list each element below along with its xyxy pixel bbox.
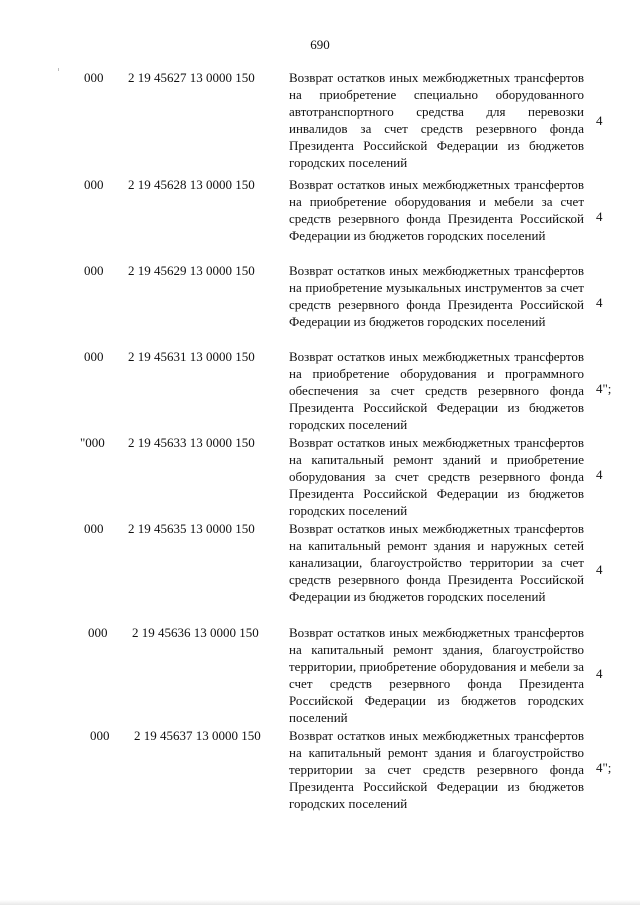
row-number: 4 [596,467,603,482]
row-number: 4 [596,209,603,224]
row-kbk: 2 19 45629 13 0000 150 [128,263,255,278]
row-code: "000 [80,435,105,450]
row-kbk: 2 19 45635 13 0000 150 [128,521,255,536]
row-number: 4"; [596,760,612,775]
row-code: 000 [84,349,104,364]
scan-speck [58,68,59,71]
row-kbk: 2 19 45636 13 0000 150 [132,625,259,640]
row-number: 4 [596,666,603,681]
row-code: 000 [84,263,104,278]
scan-edge [0,900,640,905]
row-code: 000 [90,728,110,743]
row-number: 4"; [596,381,612,396]
row-description: Возврат остатков иных межбюджетных трансфертов на капитальный ремонт здания и наружных сетей канализации, благоустройство территории за счет средств резервного фонда Президента Российской Федерации из бюджетов городских поселений [289,521,584,604]
row-description: Возврат остатков иных межбюджетных трансфертов на приобретение оборудования и мебели за счет средств резервного фонда Президента Российской Федерации из бюджетов городских поселений [289,177,584,243]
row-description: Возврат остатков иных межбюджетных трансфертов на приобретение музыкальных инструментов за счет средств резервного фонда Президента Российской Федерации из бюджетов городских поселений [289,263,584,329]
row-description: Возврат остатков иных межбюджетных трансфертов на капитальный ремонт здания и благоустройство территории за счет средств резервного фонда Президента Российской Федерации из бюджетов городских поселений [289,728,584,811]
row-code: 000 [84,521,104,536]
row-kbk: 2 19 45633 13 0000 150 [128,435,255,450]
row-description: Возврат остатков иных межбюджетных трансфертов на приобретение специально оборудованного автотранспортного средства для перевозки инвалидов за счет средств резервного фонда Президента Российской Федерации из бюджетов городских поселений [289,70,584,170]
row-description: Возврат остатков иных межбюджетных трансфертов на приобретение оборудования и программного обеспечения за счет средств резервного фонда Президента Российской Федерации из бюджетов городских поселений [289,349,584,432]
row-kbk: 2 19 45631 13 0000 150 [128,349,255,364]
row-code: 000 [84,70,104,85]
row-code: 000 [88,625,108,640]
row-kbk: 2 19 45637 13 0000 150 [134,728,261,743]
row-description: Возврат остатков иных межбюджетных трансфертов на капитальный ремонт зданий и приобретение оборудования за счет средств резервного фонда Президента Российской Федерации из бюджетов городских поселений [289,435,584,518]
row-number: 4 [596,562,603,577]
page-number: 690 [310,37,330,52]
row-kbk: 2 19 45627 13 0000 150 [128,70,255,85]
row-number: 4 [596,113,603,128]
row-number: 4 [596,295,603,310]
row-code: 000 [84,177,104,192]
row-description: Возврат остатков иных межбюджетных трансфертов на капитальный ремонт здания, благоустройство территории, приобретение оборудования и мебели за счет средств резервного фонда Президента Российской Федерации из бюджетов городских поселений [289,625,584,725]
row-kbk: 2 19 45628 13 0000 150 [128,177,255,192]
